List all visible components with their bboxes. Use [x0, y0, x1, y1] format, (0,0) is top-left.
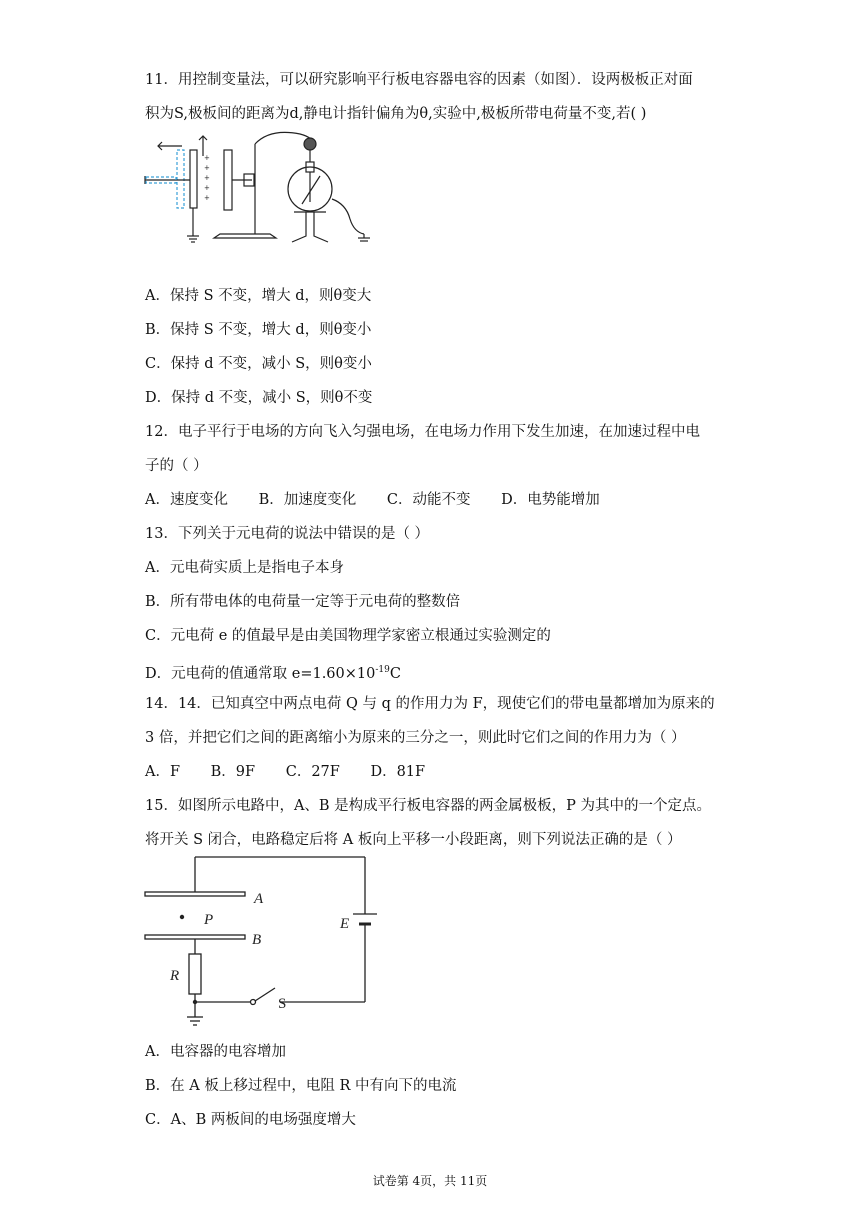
q14-option-c: C．27F: [285, 764, 340, 780]
q11-option-a: A．保持 S 不变，增大 d，则θ变大: [145, 288, 372, 304]
q11-stem-line2: 积为S,极板间的距离为d,静电计指针偏角为θ,实验中,极板所带电荷量不变,若( ): [145, 106, 647, 122]
q12-option-c: C．动能不变: [386, 492, 471, 508]
electroscope-figure: [140, 124, 380, 250]
q11-stem-line1: 11．用控制变量法，可以研究影响平行板电容器电容的因素（如图）．设两极板正对面: [145, 72, 693, 88]
q13-option-a: A．元电荷实质上是指电子本身: [145, 560, 344, 576]
q12-option-d: D．电势能增加: [501, 492, 600, 508]
label-battery-e: E: [340, 916, 350, 932]
svg-text:+: +: [204, 164, 210, 172]
q14-option-b: B．9F: [210, 764, 256, 780]
q13-option-d-unit: C: [389, 665, 401, 682]
label-resistor-r: R: [170, 968, 180, 984]
q14-stem-line1: 14．14．已知真空中两点电荷 Q 与 q 的作用力为 F，现使它们的带电量都增加为原来的: [145, 696, 715, 712]
q12-option-a: A．速度变化: [145, 492, 228, 508]
q15-option-a: A．电容器的电容增加: [145, 1044, 286, 1060]
q15-stem-line1: 15．如图所示电路中，A、B 是构成平行板电容器的两金属极板，P 为其中的一个定点。: [145, 798, 712, 814]
label-plate-b: B: [252, 932, 262, 948]
circuit-diagram: [140, 852, 380, 1032]
page-footer: 试卷第 4页，共 11页: [372, 1174, 488, 1188]
q11-option-d: D．保持 d 不变，减小 S，则θ不变: [145, 390, 373, 406]
svg-text:+: +: [204, 194, 210, 202]
q12-options: [145, 490, 600, 510]
q11-option-b: B．保持 S 不变，增大 d，则θ变小: [145, 322, 372, 338]
q13-option-d: [145, 660, 401, 684]
q13-option-d-exponent: -19: [375, 665, 390, 675]
q14-option-d: D．81F: [370, 764, 426, 780]
q13-option-c: C．元电荷 e 的值最早是由美国物理学家密立根通过实验测定的: [145, 628, 551, 644]
q12-option-b: B．加速度变化: [258, 492, 357, 508]
q13-option-b: B．所有带电体的电荷量一定等于元电荷的整数倍: [145, 594, 461, 610]
q15-stem-line2: 将开关 S 闭合，电路稳定后将 A 板向上平移一小段距离，则下列说法正确的是（ ）: [145, 832, 682, 848]
q13-option-d-text: D．元电荷的值通常取 e=1.60×10: [145, 665, 376, 682]
q15-option-b: B．在 A 板上移过程中，电阻 R 中有向下的电流: [145, 1078, 457, 1094]
q13-stem: 13．下列关于元电荷的说法中错误的是（ ）: [145, 526, 430, 542]
q12-stem-line1: 12．电子平行于电场的方向飞入匀强电场，在电场力作用下发生加速，在加速过程中电: [145, 424, 700, 440]
label-point-p: P: [204, 912, 214, 928]
q15-option-c: C．A、B 两板间的电场强度增大: [145, 1112, 356, 1128]
q14-options: [145, 762, 425, 782]
svg-text:+: +: [204, 184, 210, 192]
q12-stem-line2: 子的（ ）: [145, 458, 208, 474]
q11-option-c: C．保持 d 不变，减小 S，则θ变小: [145, 356, 372, 372]
q14-stem-line2: 3 倍，并把它们之间的距离缩小为原来的三分之一，则此时它们之间的作用力为（ ）: [145, 730, 686, 746]
label-switch-s: S: [278, 996, 287, 1012]
label-plate-a: A: [254, 891, 264, 907]
svg-text:+: +: [204, 154, 210, 162]
svg-text:+: +: [204, 174, 210, 182]
q14-option-a: A．F: [145, 764, 181, 780]
